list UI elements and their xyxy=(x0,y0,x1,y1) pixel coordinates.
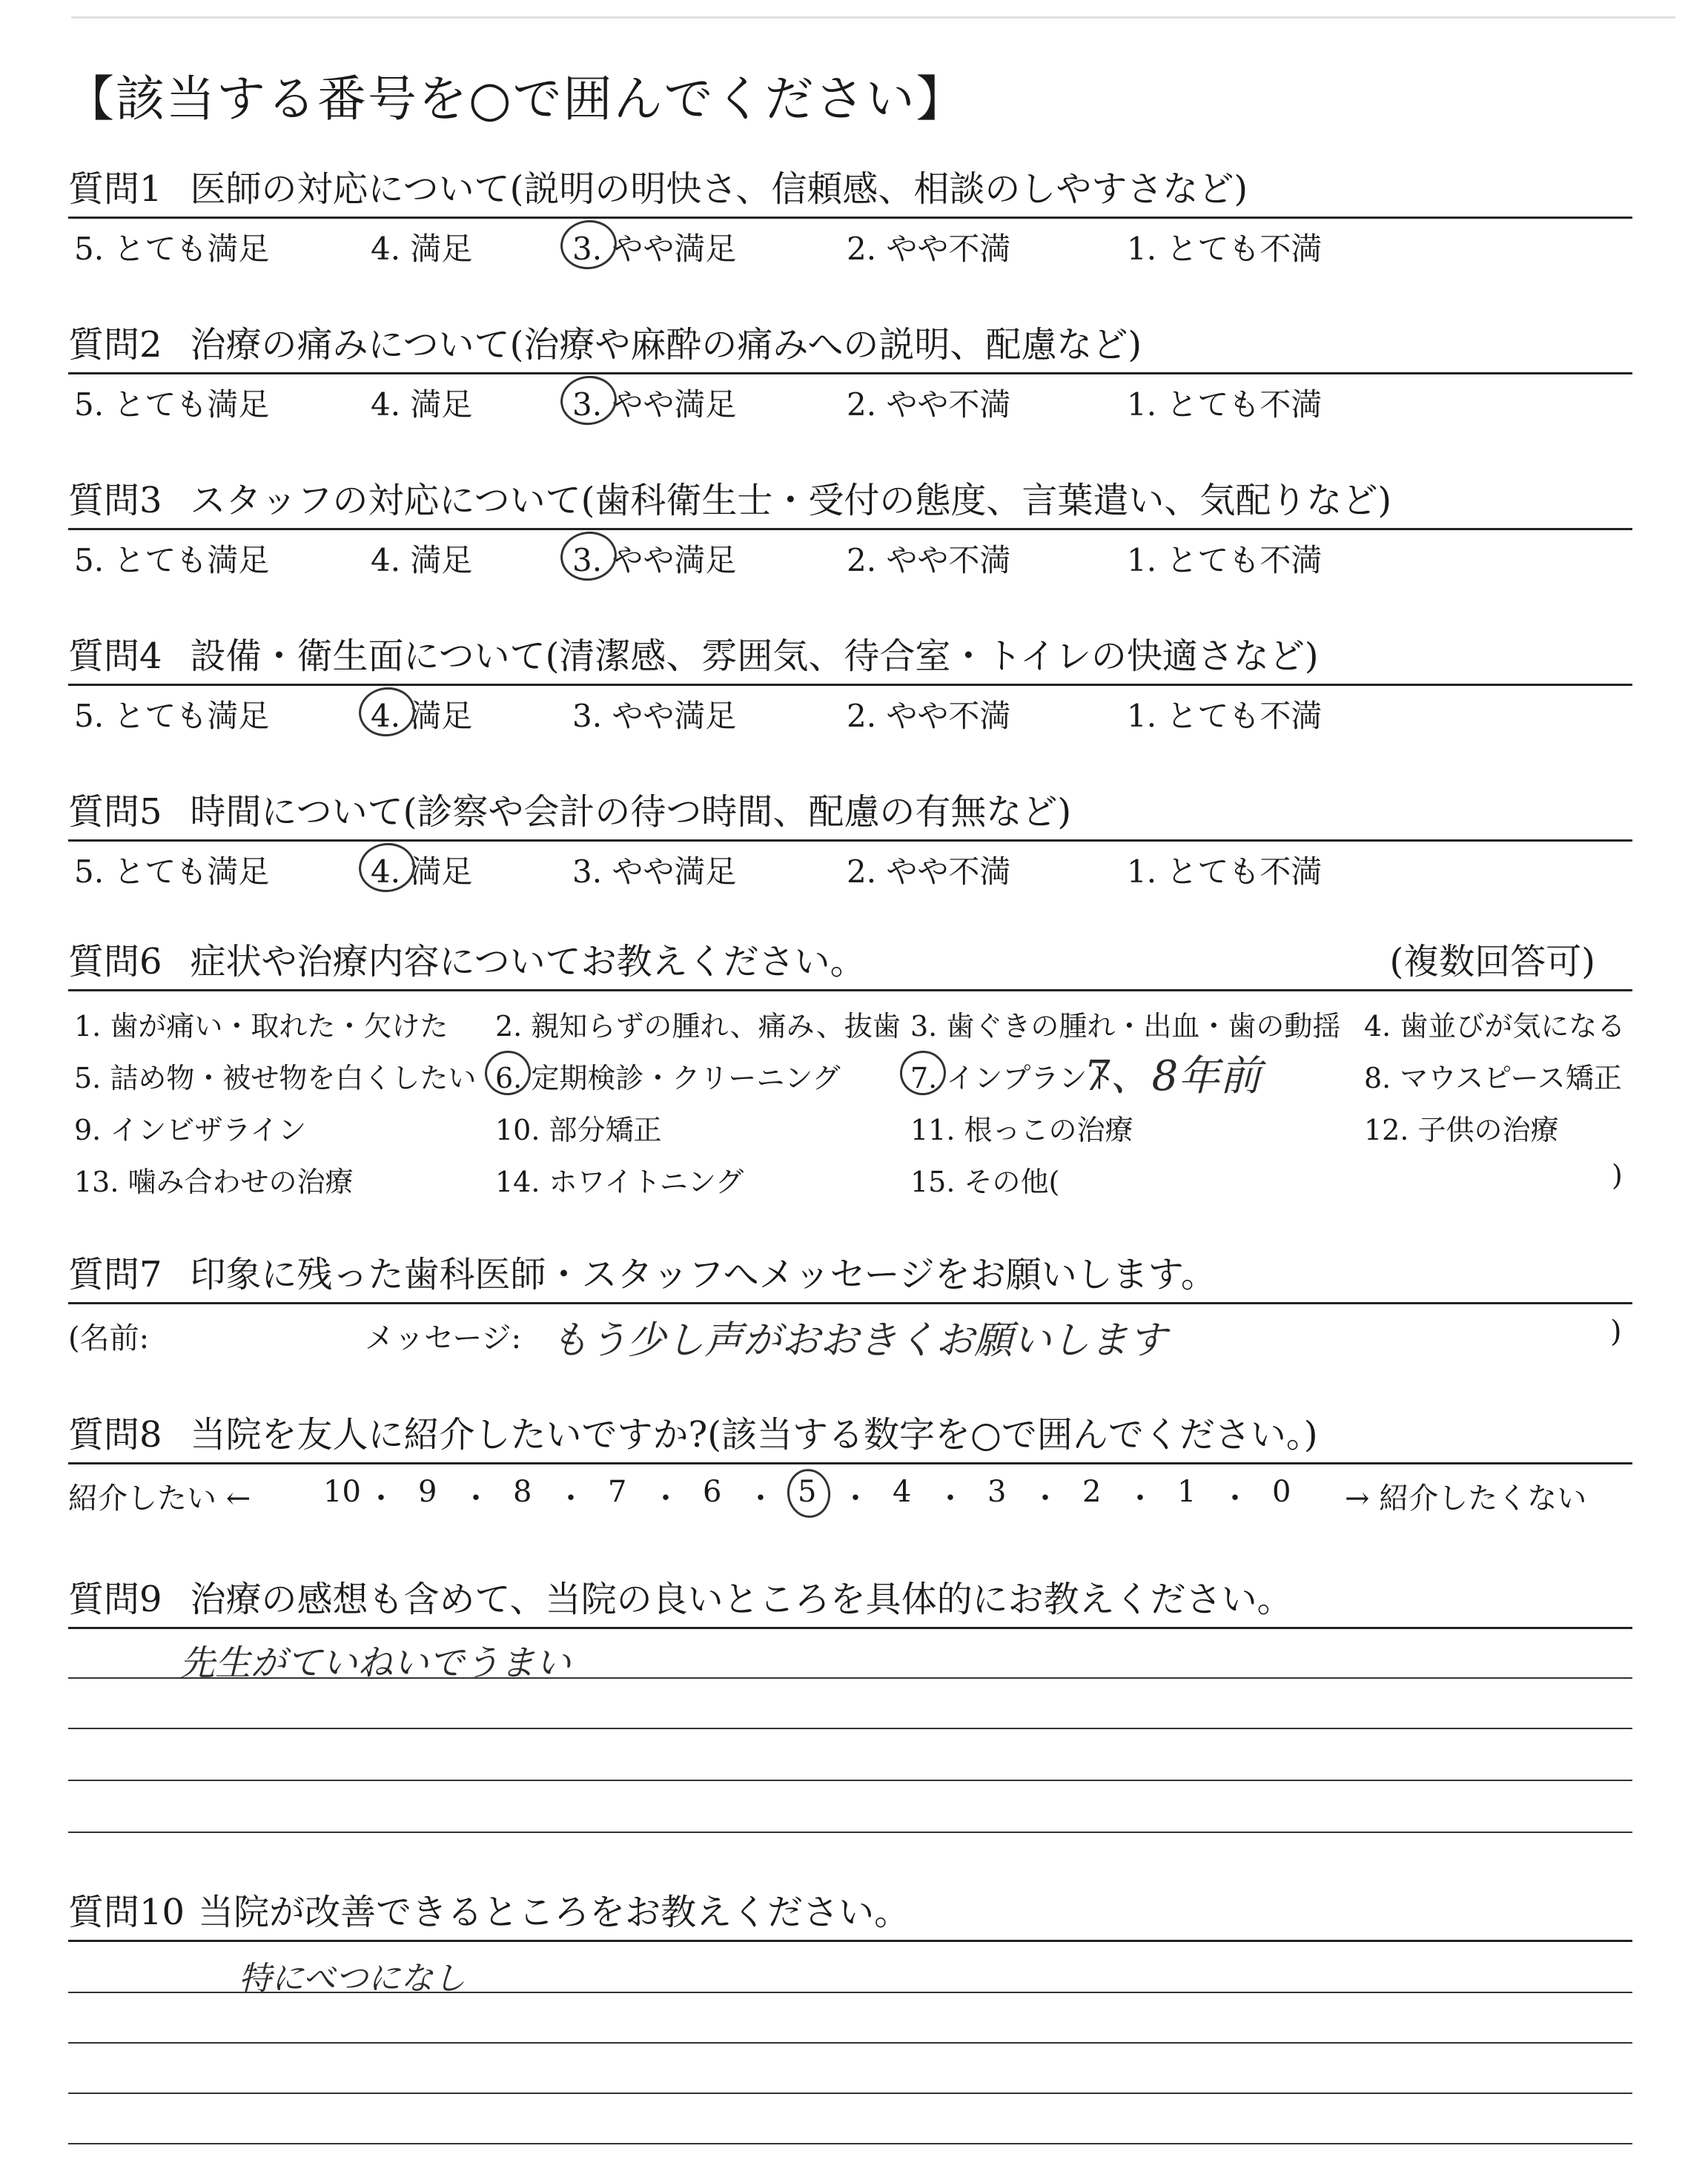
question-number: 質問7 xyxy=(68,1254,162,1295)
question-title: 治療の感想も含めて、当院の良いところを具体的にお教えください。 xyxy=(190,1579,1293,1620)
question-3 xyxy=(68,472,1625,578)
rating-option[interactable]: 1. とても不満 xyxy=(1127,542,1323,578)
rating-option[interactable]: 4. 満足 xyxy=(371,231,473,267)
rating-options xyxy=(68,686,1625,734)
answer-handwritten: 特にべつになし xyxy=(239,1960,466,1998)
question-7 xyxy=(68,1246,1625,1364)
symptom-option[interactable]: 12. 子供の治療 xyxy=(1364,1114,1559,1146)
symptom-option[interactable]: 5. 詰め物・被せ物を白くしたい xyxy=(74,1062,477,1094)
rating-option[interactable]: 4. 満足 xyxy=(371,698,473,734)
answer-line xyxy=(68,2093,1632,2094)
scale-value[interactable]: 9 xyxy=(418,1475,437,1509)
symptom-option[interactable]: 2. 親知らずの腫れ、痛み、抜歯 xyxy=(495,1010,901,1043)
symptom-option[interactable]: 6. 定期検診・クリーニング xyxy=(495,1062,841,1094)
rating-options xyxy=(68,842,1625,890)
symptom-option[interactable]: 3. 歯ぐきの腫れ・出血・歯の動揺 xyxy=(910,1010,1341,1043)
answer-line xyxy=(68,1780,1632,1781)
question-number: 質問6 xyxy=(68,941,162,982)
symptom-option[interactable]: 14. ホワイトニング xyxy=(495,1166,744,1198)
scale-value[interactable]: 4 xyxy=(893,1475,912,1509)
question-rule xyxy=(68,1627,1632,1629)
question-6 xyxy=(68,933,1625,1206)
rating-option[interactable]: 5. とても満足 xyxy=(74,853,270,890)
symptom-option[interactable]: 8. マウスピース矯正 xyxy=(1364,1062,1622,1094)
rating-option[interactable]: 3. やや満足 xyxy=(572,698,737,734)
scale-value[interactable]: 5 xyxy=(798,1475,817,1509)
rating-option[interactable]: 1. とても不満 xyxy=(1127,231,1323,267)
rating-option[interactable]: 5. とても満足 xyxy=(74,386,270,423)
question-1 xyxy=(68,160,1625,267)
scale-dot: ・ xyxy=(366,1482,396,1516)
question-2 xyxy=(68,316,1625,423)
question-number: 質問10 xyxy=(68,1892,185,1933)
scale-value[interactable]: 1 xyxy=(1177,1475,1196,1509)
rating-option[interactable]: 5. とても満足 xyxy=(74,542,270,578)
multi-answer-note: (複数回答可) xyxy=(1389,941,1595,982)
question-10 xyxy=(68,1883,1625,1998)
name-label: (名前: xyxy=(68,1321,150,1355)
rating-option[interactable]: 5. とても満足 xyxy=(74,698,270,734)
top-border xyxy=(71,16,1675,19)
rating-options xyxy=(68,374,1625,423)
rating-option[interactable]: 3. やや満足 xyxy=(572,853,737,890)
answer-line xyxy=(68,1832,1632,1833)
rating-option[interactable]: 2. やや不満 xyxy=(847,542,1011,578)
scale-left-label: 紹介したい ← xyxy=(68,1482,251,1516)
answer-line xyxy=(68,1677,1632,1679)
question-8 xyxy=(68,1406,1625,1524)
symptom-option[interactable]: 11. 根っこの治療 xyxy=(910,1114,1133,1146)
question-title: 時間について(診察や会計の待つ時間、配慮の有無など) xyxy=(190,791,1072,833)
message-handwritten: もう少し声がおおきくお願いします xyxy=(550,1318,1168,1363)
rating-option[interactable]: 2. やや不満 xyxy=(847,853,1011,890)
symptom-option[interactable]: 7. インプラント xyxy=(910,1062,1116,1094)
symptom-grid xyxy=(68,991,1625,1206)
answer-line xyxy=(68,2143,1632,2144)
question-number: 質問4 xyxy=(68,635,162,677)
scale-value[interactable]: 2 xyxy=(1082,1475,1102,1509)
symptom-option[interactable]: ) xyxy=(1612,1159,1623,1192)
recommend-scale xyxy=(68,1464,1625,1524)
question-title: 印象に残った歯科医師・スタッフへメッセージをお願いします。 xyxy=(190,1254,1217,1295)
question-9 xyxy=(68,1571,1625,1684)
question-number: 質問3 xyxy=(68,480,162,521)
rating-options xyxy=(68,530,1625,578)
question-5 xyxy=(68,783,1625,890)
symptom-option[interactable]: 9. インビザライン xyxy=(74,1114,307,1146)
rating-option[interactable]: 1. とても不満 xyxy=(1127,698,1323,734)
scale-value[interactable]: 6 xyxy=(703,1475,722,1509)
message-label: メッセージ: xyxy=(365,1321,522,1355)
question-number: 質問8 xyxy=(68,1414,162,1456)
scale-dot: ・ xyxy=(746,1482,775,1516)
question-title: 治療の痛みについて(治療や麻酔の痛みへの説明、配慮など) xyxy=(190,324,1142,366)
symptom-option[interactable]: 10. 部分矯正 xyxy=(495,1114,662,1146)
scale-right-label: → 紹介したくない xyxy=(1345,1482,1587,1516)
question-title: 当院が改善できるところをお教えください。 xyxy=(198,1892,910,1933)
scale-dot: ・ xyxy=(651,1482,681,1516)
scale-dot: ・ xyxy=(841,1482,870,1516)
scale-dot: ・ xyxy=(556,1482,586,1516)
scale-dot: ・ xyxy=(936,1482,965,1516)
rating-option[interactable]: 4. 満足 xyxy=(371,542,473,578)
question-title: 設備・衛生面について(清潔感、雰囲気、待合室・トイレの快適さなど) xyxy=(190,635,1319,677)
scale-dot: ・ xyxy=(1030,1482,1060,1516)
scale-dot: ・ xyxy=(1125,1482,1155,1516)
form-header: 【該当する番号を○で囲んでください】 xyxy=(65,70,967,128)
scale-value[interactable]: 3 xyxy=(987,1475,1007,1509)
scale-dot: ・ xyxy=(1220,1482,1250,1516)
question-title: 症状や治療内容についてお教えください。 xyxy=(190,941,866,982)
rating-option[interactable]: 3. やや満足 xyxy=(572,542,737,578)
answer-handwritten: 先生がていねいでうまい xyxy=(179,1642,572,1684)
scale-dot: ・ xyxy=(461,1482,491,1516)
question-title: 医師の対応について(説明の明快さ、信頼感、相談のしやすさなど) xyxy=(190,168,1248,210)
question-number: 質問9 xyxy=(68,1579,162,1620)
rating-option[interactable]: 4. 満足 xyxy=(371,386,473,423)
question-number: 質問5 xyxy=(68,791,162,833)
rating-option[interactable]: 3. やや満足 xyxy=(572,231,737,267)
message-close: ) xyxy=(1610,1315,1622,1349)
rating-option[interactable]: 1. とても不満 xyxy=(1127,386,1323,423)
rating-option[interactable]: 4. 満足 xyxy=(371,853,473,890)
rating-option[interactable]: 2. やや不満 xyxy=(847,386,1011,423)
question-rule xyxy=(68,1940,1632,1942)
implant-note-handwritten: 7、8年前 xyxy=(1084,1052,1262,1100)
rating-options xyxy=(68,219,1625,267)
rating-option[interactable]: 3. やや満足 xyxy=(572,386,737,423)
scale-value[interactable]: 8 xyxy=(513,1475,532,1509)
rating-option[interactable]: 2. やや不満 xyxy=(847,698,1011,734)
selection-circle xyxy=(784,1466,834,1520)
rating-option[interactable]: 5. とても満足 xyxy=(74,231,270,267)
answer-line xyxy=(68,1728,1632,1729)
question-number: 質問2 xyxy=(68,324,162,366)
question-title: 当院を友人に紹介したいですか?(該当する数字を○で囲んでください。) xyxy=(190,1414,1318,1456)
question-4 xyxy=(68,627,1625,734)
answer-line xyxy=(68,2042,1632,2044)
symptom-option[interactable]: 4. 歯並びが気になる xyxy=(1364,1010,1626,1043)
symptom-option[interactable]: 13. 噛み合わせの治療 xyxy=(74,1166,354,1198)
question-title: スタッフの対応について(歯科衛生士・受付の態度、言葉遣い、気配りなど) xyxy=(190,480,1392,521)
question-number: 質問1 xyxy=(68,168,162,210)
scale-value[interactable]: 0 xyxy=(1272,1475,1291,1509)
scale-value[interactable]: 7 xyxy=(608,1475,627,1509)
symptom-option[interactable]: 1. 歯が痛い・取れた・欠けた xyxy=(74,1010,448,1043)
rating-option[interactable]: 2. やや不満 xyxy=(847,231,1011,267)
rating-option[interactable]: 1. とても不満 xyxy=(1127,853,1323,890)
scale-value[interactable]: 10 xyxy=(323,1475,361,1509)
answer-line xyxy=(68,1992,1632,1993)
symptom-option[interactable]: 15. その他( xyxy=(910,1166,1060,1198)
